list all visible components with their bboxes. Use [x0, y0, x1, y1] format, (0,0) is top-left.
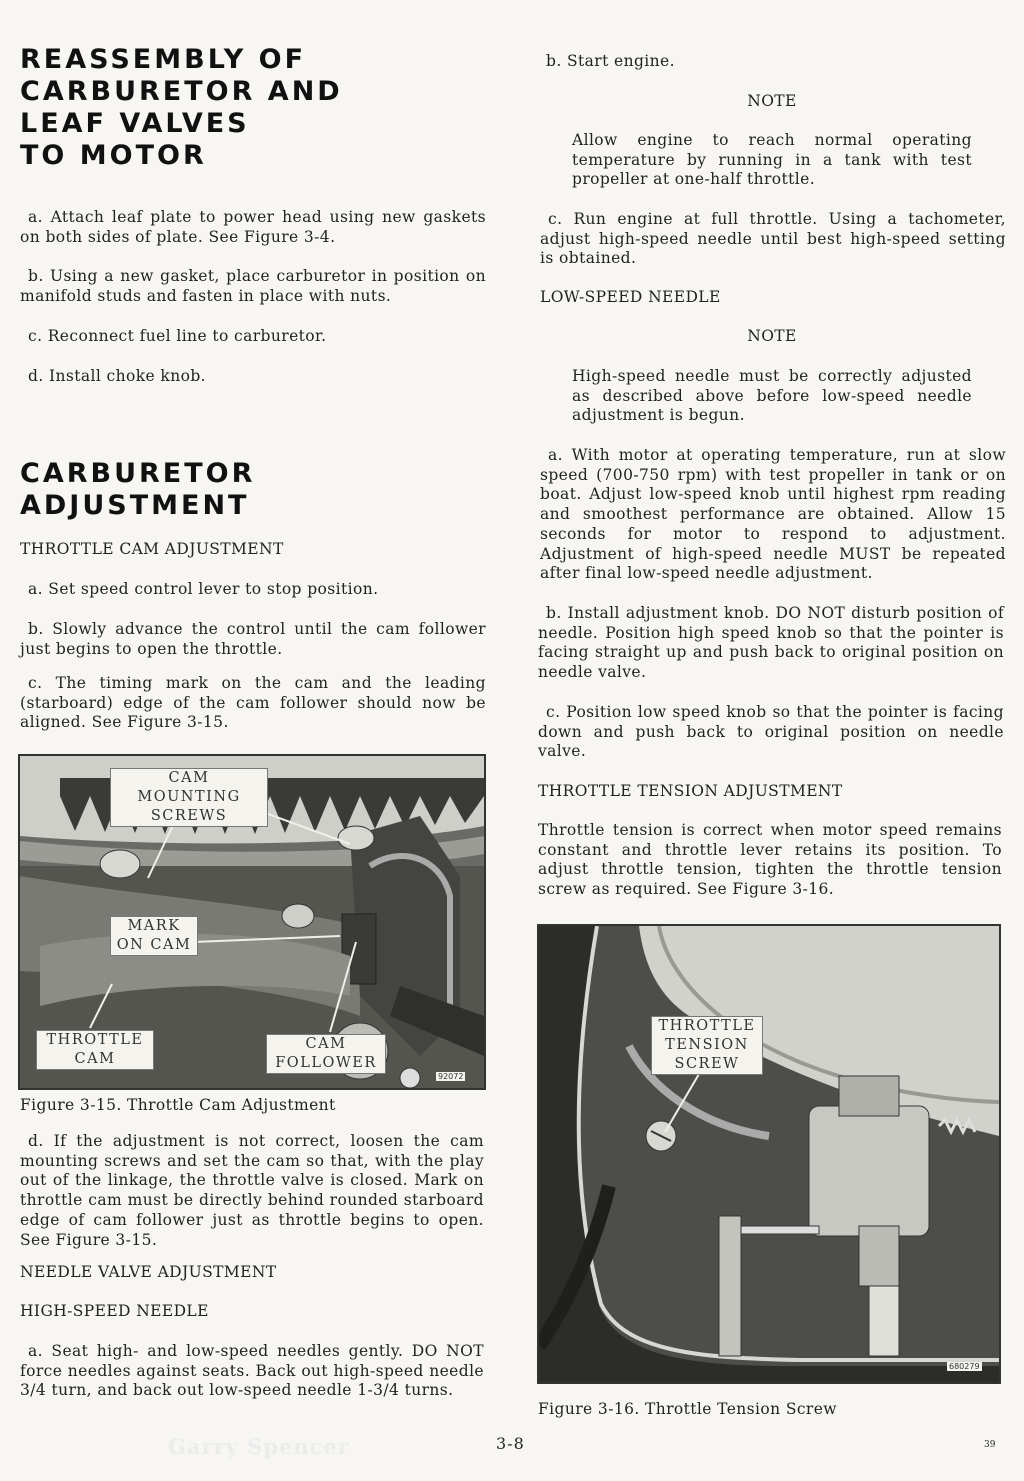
label-mark-on-cam: MARK ON CAM [110, 916, 198, 956]
corner-page-number: 39 [984, 1440, 996, 1450]
subheading-throttle-cam: THROTTLE CAM ADJUSTMENT [20, 540, 284, 558]
heading-line: CARBURETOR [20, 458, 256, 489]
note-high-speed-first-text: High-speed needle must be correctly adjusted as described above before low-speed needle adjustment is begun. [572, 367, 972, 425]
label-cam-follower: CAM FOLLOWER [266, 1034, 386, 1074]
label-throttle-tension-screw: THROTTLE TENSION SCREW [651, 1016, 763, 1075]
label-cam-mounting-screws: CAM MOUNTING SCREWS [110, 768, 268, 827]
step-c-timing-mark: c. The timing mark on the cam and the leading (starboard) edge of the cam follower should now be aligned. See Figure 3-15. [20, 674, 486, 732]
step-a-operating-temperature: a. With motor at operating temperature, run at slow speed (700-750 rpm) with test propeller in tank or on boat. Adjust low-speed knob until highest rpm reading and smoothest performance are obtained. Allow 15 seconds for motor to respond to adjustment. Adjustment of high-speed needle MUST be repeated after final low-speed needle adjustment. [540, 446, 1006, 583]
step-a-set-speed-lever: a. Set speed control lever to stop position. [28, 580, 379, 598]
step-c-full-throttle: c. Run engine at full throttle. Using a tachometer, adjust high-speed needle until best high-speed setting is obtained. [540, 210, 1006, 268]
step-c-position-low-speed-knob: c. Position low speed knob so that the pointer is facing down and push back to original position on needle valve. [538, 703, 1004, 761]
heading-line: REASSEMBLY OF [20, 44, 307, 75]
heading-line: CARBURETOR AND [20, 76, 343, 107]
note-title: NOTE [747, 327, 797, 345]
subheading-needle-valve: NEEDLE VALVE ADJUSTMENT [20, 1263, 277, 1281]
label-throttle-cam: THROTTLE CAM [36, 1030, 154, 1070]
subheading-throttle-tension: THROTTLE TENSION ADJUSTMENT [538, 782, 843, 800]
figure-3-15-caption: Figure 3-15. Throttle Cam Adjustment [20, 1096, 336, 1114]
step-d-install-choke: d. Install choke knob. [28, 367, 206, 385]
note-warm-up-text: Allow engine to reach normal operating temperature by running in a tank with test propeller at one-half throttle. [572, 131, 972, 189]
figure-3-15-photo [18, 754, 486, 1090]
photo-code-680279: 680279 [949, 1362, 980, 1371]
step-a-attach-leaf-plate: a. Attach leaf plate to power head using new gaskets on both sides of plate. See Figure 3-4. [20, 208, 486, 246]
subheading-high-speed-needle: HIGH-SPEED NEEDLE [20, 1302, 209, 1320]
figure-3-16-photo [537, 924, 1001, 1384]
photo-code-92072: 92072 [438, 1072, 464, 1081]
watermark-text: Garry Spencer [168, 1434, 350, 1459]
step-b-advance-control: b. Slowly advance the control until the cam follower just begins to open the throttle. [20, 620, 486, 658]
heading-line: LEAF VALVES [20, 108, 250, 139]
step-c-reconnect-fuel: c. Reconnect fuel line to carburetor. [28, 327, 327, 345]
heading-line: ADJUSTMENT [20, 490, 250, 521]
throttle-tension-text: Throttle tension is correct when motor speed remains constant and throttle lever retains its position. To adjust throttle tension, tighten the throttle tension screw as required. See Figure 3-16. [538, 821, 1002, 899]
heading-line: TO MOTOR [20, 140, 207, 171]
step-a-seat-needles: a. Seat high- and low-speed needles gently. DO NOT force needles against seats. Back out high-speed needle 3/4 turn, and back out low-speed needle 1-3/4 turns. [20, 1342, 484, 1400]
figure-3-16-caption: Figure 3-16. Throttle Tension Screw [538, 1400, 837, 1418]
step-b-place-carburetor: b. Using a new gasket, place carburetor in position on manifold studs and fasten in place with nuts. [20, 267, 486, 305]
page-number: 3-8 [496, 1434, 525, 1453]
note-title: NOTE [747, 92, 797, 110]
step-b-start-engine: b. Start engine. [546, 52, 675, 70]
step-b-install-knob: b. Install adjustment knob. DO NOT disturb position of needle. Position high speed knob so that the pointer is facing straight up and push back to original position on needle valve. [538, 604, 1004, 682]
step-d-adjustment-not-correct: d. If the adjustment is not correct, loosen the cam mounting screws and set the cam so that, with the play out of the linkage, the throttle valve is closed. Mark on throttle cam must be directly behind rounded starboard edge of cam follower just as throttle begins to open. See Figure 3-15. [20, 1132, 484, 1249]
engine-photo-illustration [539, 926, 999, 1382]
subheading-low-speed-needle: LOW-SPEED NEEDLE [540, 288, 721, 306]
